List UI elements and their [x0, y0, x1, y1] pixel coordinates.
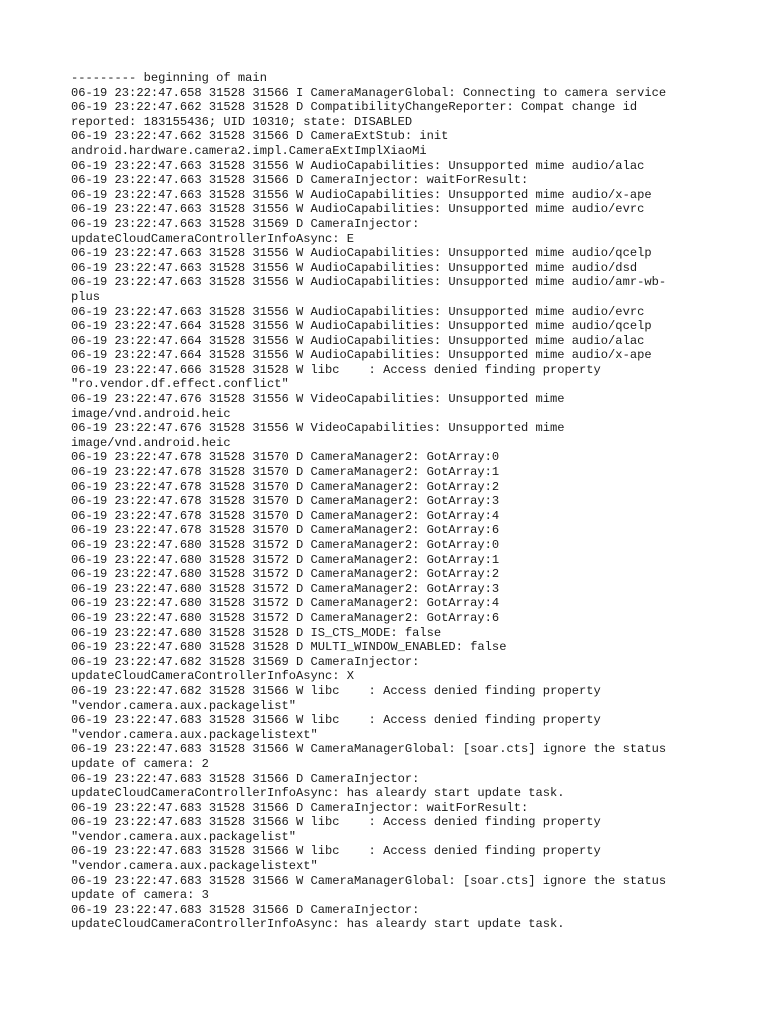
- log-line: 06-19 23:22:47.683 31528 31566 W libc : Access denied finding property: [71, 844, 601, 859]
- log-line: 06-19 23:22:47.680 31528 31528 D MULTI_WINDOW_ENABLED: false: [71, 640, 507, 655]
- log-line: 06-19 23:22:47.663 31528 31556 W AudioCapabilities: Unsupported mime audio/evrc: [71, 202, 645, 217]
- log-line: updateCloudCameraControllerInfoAsync: E: [71, 231, 355, 246]
- log-line: update of camera: 3: [71, 888, 209, 903]
- log-line: update of camera: 2: [71, 756, 209, 771]
- log-line: updateCloudCameraControllerInfoAsync: X: [71, 669, 355, 684]
- log-line: 06-19 23:22:47.683 31528 31566 D CameraInjector:: [71, 902, 420, 917]
- log-line: 06-19 23:22:47.682 31528 31566 W libc : Access denied finding property: [71, 683, 601, 698]
- log-line: 06-19 23:22:47.663 31528 31556 W AudioCapabilities: Unsupported mime audio/alac: [71, 158, 645, 173]
- log-line: image/vnd.android.heic: [71, 406, 231, 421]
- log-line: 06-19 23:22:47.664 31528 31556 W AudioCapabilities: Unsupported mime audio/qcelp: [71, 319, 652, 334]
- log-line: updateCloudCameraControllerInfoAsync: has aleardy start update task.: [71, 786, 565, 801]
- log-line: 06-19 23:22:47.663 31528 31556 W AudioCapabilities: Unsupported mime audio/evrc: [71, 304, 645, 319]
- log-line: 06-19 23:22:47.663 31528 31569 D CameraInjector:: [71, 216, 420, 231]
- log-line: "vendor.camera.aux.packagelist": [71, 698, 296, 713]
- log-line: 06-19 23:22:47.680 31528 31572 D CameraManager2: GotArray:4: [71, 596, 500, 611]
- log-line: 06-19 23:22:47.683 31528 31566 W libc : Access denied finding property: [71, 713, 601, 728]
- log-line: 06-19 23:22:47.680 31528 31572 D CameraManager2: GotArray:3: [71, 581, 500, 596]
- log-line: 06-19 23:22:47.680 31528 31572 D CameraManager2: GotArray:1: [71, 552, 500, 567]
- log-line: "vendor.camera.aux.packagelist": [71, 829, 296, 844]
- log-line: 06-19 23:22:47.676 31528 31556 W VideoCapabilities: Unsupported mime: [71, 392, 565, 407]
- log-line: plus: [71, 289, 101, 304]
- log-line: "ro.vendor.df.effect.conflict": [71, 377, 289, 392]
- log-header-line: --------- beginning of main: [71, 71, 267, 85]
- log-line: 06-19 23:22:47.678 31528 31570 D CameraManager2: GotArray:2: [71, 479, 500, 494]
- log-line: 06-19 23:22:47.664 31528 31556 W AudioCapabilities: Unsupported mime audio/alac: [71, 333, 645, 348]
- log-line: 06-19 23:22:47.666 31528 31528 W libc : Access denied finding property: [71, 362, 601, 377]
- log-line: 06-19 23:22:47.680 31528 31572 D CameraManager2: GotArray:0: [71, 538, 500, 552]
- log-line: image/vnd.android.heic: [71, 435, 231, 450]
- log-line: reported: 183155436; UID 10310; state: DISABLED: [71, 114, 413, 129]
- log-line: 06-19 23:22:47.678 31528 31570 D CameraManager2: GotArray:3: [71, 494, 500, 509]
- log-line: 06-19 23:22:47.683 31528 31566 W CameraManagerGlobal: [soar.cts] ignore the status: [71, 873, 667, 888]
- log-line: 06-19 23:22:47.683 31528 31566 W libc : Access denied finding property: [71, 815, 601, 830]
- log-line: updateCloudCameraControllerInfoAsync: has aleardy start update task.: [71, 917, 565, 932]
- log-line: 06-19 23:22:47.662 31528 31566 D CameraExtStub: init: [71, 129, 449, 144]
- log-line: 06-19 23:22:47.678 31528 31570 D CameraManager2: GotArray:4: [71, 508, 500, 523]
- log-line: 06-19 23:22:47.678 31528 31570 D CameraManager2: GotArray:0: [71, 450, 500, 465]
- log-line: "vendor.camera.aux.packagelistext": [71, 859, 318, 874]
- log-line: 06-19 23:22:47.663 31528 31556 W AudioCapabilities: Unsupported mime audio/qcelp: [71, 246, 652, 261]
- log-line: android.hardware.camera2.impl.CameraExtImplXiaoMi: [71, 143, 427, 158]
- log-line: 06-19 23:22:47.683 31528 31566 D CameraInjector: waitForResult:: [71, 800, 529, 815]
- log-line: "vendor.camera.aux.packagelistext": [71, 727, 318, 742]
- log-line: 06-19 23:22:47.663 31528 31556 W AudioCapabilities: Unsupported mime audio/amr-wb-: [71, 275, 667, 290]
- log-line: 06-19 23:22:47.682 31528 31569 D CameraInjector:: [71, 654, 420, 669]
- log-line: 06-19 23:22:47.680 31528 31528 D IS_CTS_MODE: false: [71, 625, 442, 640]
- log-line: 06-19 23:22:47.678 31528 31570 D CameraManager2: GotArray:6: [71, 523, 500, 538]
- log-line: 06-19 23:22:47.658 31528 31566 I CameraManagerGlobal: Connecting to camera service: [71, 85, 667, 100]
- log-line: 06-19 23:22:47.683 31528 31566 W CameraManagerGlobal: [soar.cts] ignore the status: [71, 742, 667, 757]
- log-line: 06-19 23:22:47.680 31528 31572 D CameraManager2: GotArray:2: [71, 567, 500, 582]
- log-line: 06-19 23:22:47.663 31528 31556 W AudioCapabilities: Unsupported mime audio/dsd: [71, 260, 638, 275]
- log-line: 06-19 23:22:47.676 31528 31556 W VideoCapabilities: Unsupported mime: [71, 421, 565, 436]
- log-line: 06-19 23:22:47.664 31528 31556 W AudioCapabilities: Unsupported mime audio/x-ape: [71, 348, 652, 363]
- log-line: 06-19 23:22:47.680 31528 31572 D CameraManager2: GotArray:6: [71, 610, 500, 625]
- log-line: 06-19 23:22:47.683 31528 31566 D CameraInjector:: [71, 771, 420, 786]
- log-document: [71, 71, 711, 932]
- log-line: 06-19 23:22:47.662 31528 31528 D CompatibilityChangeReporter: Compat change id: [71, 100, 638, 115]
- log-line: 06-19 23:22:47.663 31528 31566 D CameraInjector: waitForResult:: [71, 173, 529, 188]
- log-line: 06-19 23:22:47.663 31528 31556 W AudioCapabilities: Unsupported mime audio/x-ape: [71, 187, 652, 202]
- log-line: 06-19 23:22:47.678 31528 31570 D CameraManager2: GotArray:1: [71, 465, 500, 480]
